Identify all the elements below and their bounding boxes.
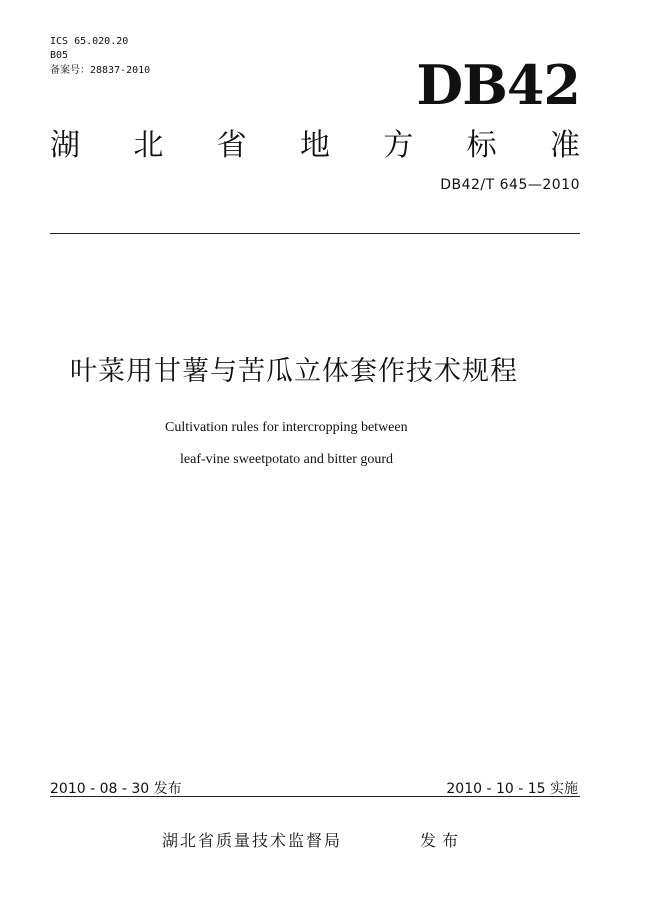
standard-number: DB42/T 645—2010 [440,177,580,193]
filing-number: 备案号：28837-2010 [50,65,151,76]
banner-char: 湖 [50,128,80,163]
title-english-line1: Cultivation rules for intercropping between [165,420,408,435]
issue-date: 2010 - 08 - 30 发布 [50,781,182,797]
implementation-date: 2010 - 10 - 15 实施 [446,781,578,797]
banner-char: 地 [299,128,330,163]
db42-logo: DB42 [416,53,580,117]
banner-char: 准 [549,128,580,163]
ccs-code: B05 [50,50,69,61]
banner-char: 方 [383,128,414,163]
issuing-authority: 湖北省质量技术监督局 [162,831,343,850]
standard-type-banner [50,128,580,164]
banner-char: 省 [216,128,247,163]
title-english-line2: leaf-vine sweetpotato and bitter gourd [180,452,394,467]
banner-char: 标 [466,128,497,163]
top-divider [50,233,580,234]
banner-char: 北 [133,128,164,163]
ics-code: ICS 65.020.20 [50,36,129,47]
issue-word: 发布 [420,831,465,850]
title-chinese: 叶菜用甘薯与苦瓜立体套作技术规程 [70,356,518,387]
bottom-divider [50,796,580,797]
